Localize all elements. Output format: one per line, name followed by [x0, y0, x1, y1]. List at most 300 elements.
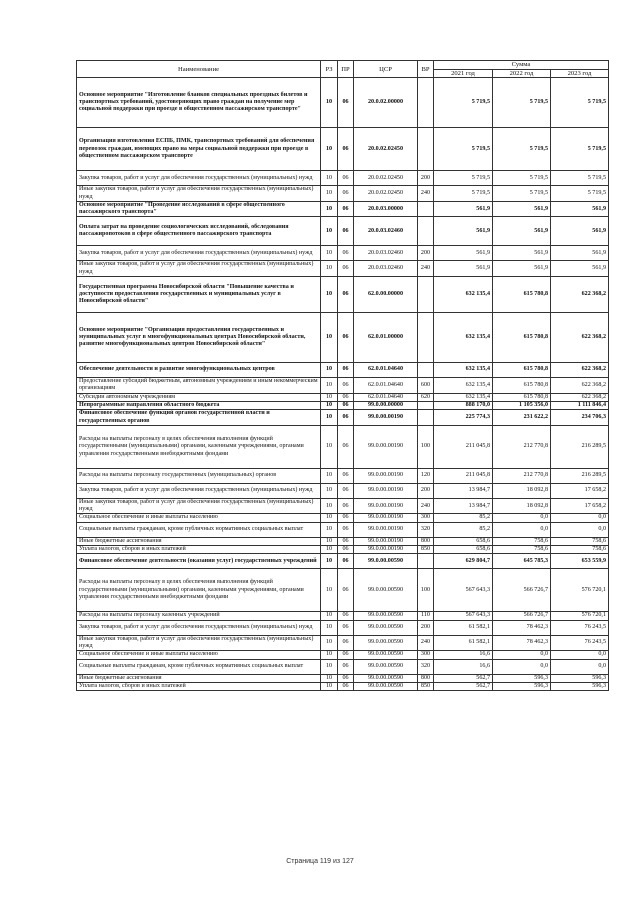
- cell-csr: 62.0.01.04640: [354, 378, 418, 394]
- table-row: [77, 514, 609, 522]
- cell-sum-2021: 632 135,4: [434, 313, 493, 363]
- cell-rz: 10: [321, 659, 338, 674]
- header-name: Наименование: [77, 61, 321, 78]
- cell-sum-2021: 5 719,5: [434, 171, 493, 186]
- cell-name: Основное мероприятие "Изготовление бланков специальных проездных билетов и транспортных требований, удостоверяющих право граждан на получение мер социальной поддержки при проезде в общественном пассажирском транспорте": [77, 78, 321, 128]
- cell-pr: 06: [338, 186, 354, 202]
- cell-sum-2023: 0,0: [551, 522, 609, 537]
- cell-name: Финансовое обеспечение деятельности (оказания услуг) государственных учреждений: [77, 554, 321, 569]
- cell-pr: 06: [338, 498, 354, 514]
- table-row: [77, 569, 609, 612]
- cell-name: Иные бюджетные ассигнования: [77, 674, 321, 682]
- cell-rz: 10: [321, 682, 338, 690]
- cell-csr: 99.0.00.00590: [354, 612, 418, 620]
- cell-vr: 800: [418, 537, 434, 545]
- cell-vr: 240: [418, 498, 434, 514]
- cell-rz: 10: [321, 554, 338, 569]
- table-row: [77, 201, 609, 217]
- table-row: [77, 217, 609, 246]
- cell-sum-2023: 76 243,5: [551, 620, 609, 635]
- cell-csr: 20.0.03.02460: [354, 217, 418, 246]
- cell-name: Социальные выплаты гражданам, кроме публичных нормативных социальных выплат: [77, 659, 321, 674]
- table-row: [77, 277, 609, 313]
- cell-sum-2023: 0,0: [551, 659, 609, 674]
- cell-sum-2022: 645 785,3: [493, 554, 551, 569]
- cell-sum-2022: 18 092,8: [493, 498, 551, 514]
- cell-vr: 240: [418, 261, 434, 277]
- cell-csr: 99.0.00.00590: [354, 620, 418, 635]
- cell-vr: [418, 363, 434, 378]
- cell-sum-2022: 566 726,7: [493, 569, 551, 612]
- cell-sum-2023: 653 559,9: [551, 554, 609, 569]
- cell-sum-2022: 615 780,8: [493, 378, 551, 394]
- cell-pr: 06: [338, 537, 354, 545]
- cell-name: Социальное обеспечение и иные выплаты населению: [77, 514, 321, 522]
- cell-vr: 620: [418, 393, 434, 401]
- cell-rz: 10: [321, 246, 338, 261]
- cell-csr: 99.0.00.00590: [354, 682, 418, 690]
- cell-sum-2021: 561,9: [434, 246, 493, 261]
- cell-pr: 06: [338, 401, 354, 409]
- table-row: [77, 468, 609, 483]
- cell-name: Оплата затрат на проведение социологических исследований, обследования пассажиропотоков в сфере общественного пассажирского транспорта: [77, 217, 321, 246]
- cell-name: Иные закупки товаров, работ и услуг для обеспечения государственных (муниципальных) нужд: [77, 261, 321, 277]
- cell-sum-2022: 212 770,8: [493, 468, 551, 483]
- cell-sum-2023: 758,6: [551, 546, 609, 554]
- cell-sum-2021: 632 135,4: [434, 363, 493, 378]
- cell-sum-2023: 17 658,2: [551, 483, 609, 498]
- cell-vr: [418, 401, 434, 409]
- cell-csr: 99.0.00.00190: [354, 522, 418, 537]
- cell-pr: 06: [338, 363, 354, 378]
- cell-sum-2023: 622 368,2: [551, 313, 609, 363]
- cell-csr: 99.0.00.00590: [354, 651, 418, 659]
- cell-csr: 99.0.00.00190: [354, 410, 418, 426]
- cell-sum-2022: 758,6: [493, 537, 551, 545]
- cell-pr: 06: [338, 78, 354, 128]
- cell-csr: 20.0.02.00000: [354, 78, 418, 128]
- cell-vr: 100: [418, 569, 434, 612]
- cell-sum-2023: 0,0: [551, 514, 609, 522]
- cell-rz: 10: [321, 483, 338, 498]
- cell-vr: [418, 78, 434, 128]
- header-year-2023: 2023 год: [551, 70, 609, 78]
- cell-sum-2023: 622 368,2: [551, 277, 609, 313]
- cell-sum-2023: 561,9: [551, 261, 609, 277]
- cell-rz: 10: [321, 410, 338, 426]
- cell-rz: 10: [321, 277, 338, 313]
- cell-sum-2022: 5 719,5: [493, 78, 551, 128]
- cell-name: Основное мероприятие "Организация предоставления государственных и муниципальных услуг в многофункциональных центрах Новосибирской области, развитие многофункциональных центров Новосибирской области": [77, 313, 321, 363]
- cell-pr: 06: [338, 522, 354, 537]
- cell-rz: 10: [321, 498, 338, 514]
- cell-pr: 06: [338, 468, 354, 483]
- cell-name: Социальные выплаты гражданам, кроме публичных нормативных социальных выплат: [77, 522, 321, 537]
- cell-sum-2021: 632 135,4: [434, 277, 493, 313]
- cell-vr: 300: [418, 514, 434, 522]
- cell-sum-2023: 216 289,5: [551, 468, 609, 483]
- cell-sum-2022: 0,0: [493, 659, 551, 674]
- table-header: [77, 61, 609, 78]
- cell-vr: [418, 217, 434, 246]
- cell-pr: 06: [338, 277, 354, 313]
- cell-sum-2021: 13 984,7: [434, 483, 493, 498]
- table-row: [77, 682, 609, 690]
- cell-sum-2021: 5 719,5: [434, 186, 493, 202]
- cell-sum-2021: 16,6: [434, 659, 493, 674]
- cell-pr: 06: [338, 246, 354, 261]
- cell-sum-2022: 1 105 356,0: [493, 401, 551, 409]
- cell-name: Предоставление субсидий бюджетным, автономным учреждениям и иным некоммерческим организациям: [77, 378, 321, 394]
- table-row: [77, 612, 609, 620]
- cell-sum-2022: 566 726,7: [493, 612, 551, 620]
- cell-pr: 06: [338, 682, 354, 690]
- cell-csr: 62.0.01.00000: [354, 313, 418, 363]
- cell-sum-2022: 615 780,8: [493, 363, 551, 378]
- cell-csr: 99.0.00.00590: [354, 554, 418, 569]
- cell-pr: 06: [338, 128, 354, 171]
- header-year-2021: 2021 год: [434, 70, 493, 78]
- cell-csr: 20.0.03.00000: [354, 201, 418, 217]
- cell-pr: 06: [338, 674, 354, 682]
- cell-vr: 110: [418, 612, 434, 620]
- cell-csr: 99.0.00.00190: [354, 425, 418, 468]
- cell-pr: 06: [338, 201, 354, 217]
- cell-sum-2023: 622 368,2: [551, 378, 609, 394]
- cell-pr: 06: [338, 410, 354, 426]
- cell-csr: 99.0.00.00190: [354, 514, 418, 522]
- table-row: [77, 128, 609, 171]
- cell-name: Непрограммные направления областного бюджета: [77, 401, 321, 409]
- cell-name: Уплата налогов, сборов и иных платежей: [77, 682, 321, 690]
- table-row: [77, 546, 609, 554]
- budget-table: [76, 60, 609, 691]
- cell-csr: 20.0.02.02450: [354, 171, 418, 186]
- cell-vr: [418, 128, 434, 171]
- cell-sum-2022: 0,0: [493, 514, 551, 522]
- cell-sum-2021: 211 045,8: [434, 468, 493, 483]
- cell-rz: 10: [321, 201, 338, 217]
- cell-name: Иные закупки товаров, работ и услуг для обеспечения государственных (муниципальных) нужд: [77, 186, 321, 202]
- cell-sum-2021: 632 135,4: [434, 378, 493, 394]
- cell-name: Субсидии автономным учреждениям: [77, 393, 321, 401]
- cell-sum-2023: 596,3: [551, 682, 609, 690]
- cell-vr: 800: [418, 674, 434, 682]
- cell-vr: 320: [418, 659, 434, 674]
- cell-name: Социальное обеспечение и иные выплаты населению: [77, 651, 321, 659]
- cell-rz: 10: [321, 186, 338, 202]
- cell-sum-2021: 61 582,1: [434, 620, 493, 635]
- cell-sum-2022: 561,9: [493, 217, 551, 246]
- cell-csr: 99.0.00.00590: [354, 659, 418, 674]
- cell-pr: 06: [338, 569, 354, 612]
- cell-sum-2022: 0,0: [493, 651, 551, 659]
- cell-sum-2022: 561,9: [493, 201, 551, 217]
- header-pr: ПР: [338, 61, 354, 78]
- cell-sum-2021: 562,7: [434, 674, 493, 682]
- cell-name: Иные закупки товаров, работ и услуг для обеспечения государственных (муниципальных) нужд: [77, 635, 321, 651]
- cell-name: Обеспечение деятельности и развитие многофункциональных центров: [77, 363, 321, 378]
- cell-sum-2023: 234 706,3: [551, 410, 609, 426]
- header-rz: РЗ: [321, 61, 338, 78]
- cell-vr: 850: [418, 546, 434, 554]
- cell-pr: 06: [338, 554, 354, 569]
- cell-csr: 20.0.03.02460: [354, 246, 418, 261]
- cell-sum-2022: 561,9: [493, 261, 551, 277]
- cell-rz: 10: [321, 635, 338, 651]
- cell-vr: 120: [418, 468, 434, 483]
- cell-name: Расходы на выплаты персоналу в целях обеспечения выполнения функций государственными (муниципальными) органами, казенными учреждениями, органами управления государственными внебюджетными фондами: [77, 425, 321, 468]
- table-row: [77, 363, 609, 378]
- cell-vr: 850: [418, 682, 434, 690]
- cell-sum-2023: 561,9: [551, 217, 609, 246]
- cell-rz: 10: [321, 171, 338, 186]
- cell-sum-2022: 596,3: [493, 682, 551, 690]
- cell-sum-2022: 561,9: [493, 246, 551, 261]
- table-row: [77, 483, 609, 498]
- cell-rz: 10: [321, 651, 338, 659]
- header-vr: ВР: [418, 61, 434, 78]
- table-row: [77, 171, 609, 186]
- cell-pr: 06: [338, 635, 354, 651]
- cell-sum-2023: 561,9: [551, 201, 609, 217]
- table-row: [77, 651, 609, 659]
- cell-sum-2023: 622 368,2: [551, 393, 609, 401]
- cell-sum-2022: 18 092,8: [493, 483, 551, 498]
- cell-rz: 10: [321, 261, 338, 277]
- cell-sum-2021: 629 804,7: [434, 554, 493, 569]
- table-row: [77, 635, 609, 651]
- table-row: [77, 393, 609, 401]
- cell-sum-2022: 78 462,3: [493, 620, 551, 635]
- cell-sum-2023: 622 368,2: [551, 363, 609, 378]
- cell-csr: 62.0.01.04640: [354, 393, 418, 401]
- cell-pr: 06: [338, 659, 354, 674]
- cell-sum-2022: 615 780,8: [493, 313, 551, 363]
- cell-csr: 20.0.02.02450: [354, 186, 418, 202]
- cell-sum-2023: 0,0: [551, 651, 609, 659]
- cell-sum-2021: 85,2: [434, 522, 493, 537]
- cell-rz: 10: [321, 546, 338, 554]
- cell-sum-2021: 13 984,7: [434, 498, 493, 514]
- cell-csr: 99.0.00.00190: [354, 468, 418, 483]
- cell-sum-2022: 596,3: [493, 674, 551, 682]
- page-number: Страница 119 из 127: [286, 858, 354, 865]
- table-row: [77, 401, 609, 409]
- cell-sum-2021: 16,6: [434, 651, 493, 659]
- cell-rz: 10: [321, 313, 338, 363]
- cell-vr: [418, 554, 434, 569]
- cell-name: Закупка товаров, работ и услуг для обеспечения государственных (муниципальных) нужд: [77, 246, 321, 261]
- cell-sum-2022: 0,0: [493, 522, 551, 537]
- cell-name: Основное мероприятие "Проведение исследований в сфере общественного пассажирского транспорта": [77, 201, 321, 217]
- table-row: [77, 246, 609, 261]
- cell-vr: 240: [418, 635, 434, 651]
- cell-sum-2021: 225 774,3: [434, 410, 493, 426]
- cell-sum-2021: 5 719,5: [434, 78, 493, 128]
- cell-sum-2022: 758,6: [493, 546, 551, 554]
- cell-sum-2023: 5 719,5: [551, 171, 609, 186]
- cell-rz: 10: [321, 78, 338, 128]
- cell-sum-2022: 5 719,5: [493, 128, 551, 171]
- cell-sum-2023: 576 720,1: [551, 569, 609, 612]
- cell-sum-2023: 5 719,5: [551, 78, 609, 128]
- cell-pr: 06: [338, 217, 354, 246]
- header-sum: Сумма: [434, 61, 609, 70]
- cell-sum-2023: 596,3: [551, 674, 609, 682]
- cell-pr: 06: [338, 313, 354, 363]
- cell-sum-2021: 61 582,1: [434, 635, 493, 651]
- cell-vr: 240: [418, 186, 434, 202]
- table-row: [77, 261, 609, 277]
- cell-vr: 600: [418, 378, 434, 394]
- cell-rz: 10: [321, 537, 338, 545]
- cell-name: Уплата налогов, сборов и иных платежей: [77, 546, 321, 554]
- cell-pr: 06: [338, 612, 354, 620]
- cell-pr: 06: [338, 620, 354, 635]
- table-body: [77, 78, 609, 691]
- cell-name: Государственная программа Новосибирской области "Повышение качества и доступности предоставления государственных и муниципальных услуг в Новосибирской области": [77, 277, 321, 313]
- cell-csr: 99.0.00.00000: [354, 401, 418, 409]
- cell-sum-2022: 212 770,8: [493, 425, 551, 468]
- cell-rz: 10: [321, 514, 338, 522]
- cell-vr: [418, 277, 434, 313]
- cell-rz: 10: [321, 378, 338, 394]
- cell-sum-2021: 85,2: [434, 514, 493, 522]
- cell-pr: 06: [338, 651, 354, 659]
- cell-name: Иные бюджетные ассигнования: [77, 537, 321, 545]
- cell-rz: 10: [321, 425, 338, 468]
- cell-csr: 99.0.00.00590: [354, 674, 418, 682]
- cell-pr: 06: [338, 393, 354, 401]
- cell-sum-2023: 17 658,2: [551, 498, 609, 514]
- cell-name: Закупка товаров, работ и услуг для обеспечения государственных (муниципальных) нужд: [77, 483, 321, 498]
- cell-vr: 200: [418, 171, 434, 186]
- table-row: [77, 674, 609, 682]
- cell-name: Расходы на выплаты персоналу государственных (муниципальных) органов: [77, 468, 321, 483]
- cell-pr: 06: [338, 514, 354, 522]
- cell-sum-2021: 5 719,5: [434, 128, 493, 171]
- table-row: [77, 425, 609, 468]
- cell-sum-2021: 562,7: [434, 682, 493, 690]
- cell-sum-2022: 231 622,2: [493, 410, 551, 426]
- cell-csr: 99.0.00.00590: [354, 569, 418, 612]
- cell-sum-2021: 567 643,3: [434, 612, 493, 620]
- header-csr: ЦСР: [354, 61, 418, 78]
- cell-csr: 20.0.02.02450: [354, 128, 418, 171]
- cell-sum-2021: 561,9: [434, 217, 493, 246]
- table-row: [77, 522, 609, 537]
- cell-rz: 10: [321, 128, 338, 171]
- cell-pr: 06: [338, 425, 354, 468]
- cell-sum-2022: 5 719,5: [493, 171, 551, 186]
- cell-rz: 10: [321, 620, 338, 635]
- header-year-2022: 2022 год: [493, 70, 551, 78]
- table-row: [77, 378, 609, 394]
- cell-pr: 06: [338, 171, 354, 186]
- cell-sum-2021: 888 170,0: [434, 401, 493, 409]
- table-row: [77, 554, 609, 569]
- table-row: [77, 620, 609, 635]
- cell-name: Иные закупки товаров, работ и услуг для обеспечения государственных (муниципальных) нужд: [77, 498, 321, 514]
- cell-sum-2021: 658,6: [434, 546, 493, 554]
- cell-sum-2023: 76 243,5: [551, 635, 609, 651]
- cell-sum-2023: 576 720,1: [551, 612, 609, 620]
- cell-sum-2022: 615 780,8: [493, 393, 551, 401]
- cell-csr: 99.0.00.00190: [354, 537, 418, 545]
- cell-rz: 10: [321, 674, 338, 682]
- cell-rz: 10: [321, 612, 338, 620]
- cell-name: Закупка товаров, работ и услуг для обеспечения государственных (муниципальных) нужд: [77, 171, 321, 186]
- cell-vr: [418, 410, 434, 426]
- cell-sum-2021: 561,9: [434, 261, 493, 277]
- cell-csr: 99.0.00.00190: [354, 498, 418, 514]
- cell-name: Расходы на выплаты персоналу казенных учреждений: [77, 612, 321, 620]
- table-row: [77, 659, 609, 674]
- cell-sum-2021: 632 135,4: [434, 393, 493, 401]
- cell-csr: 62.0.01.04640: [354, 363, 418, 378]
- cell-sum-2023: 561,9: [551, 246, 609, 261]
- cell-sum-2022: 78 462,3: [493, 635, 551, 651]
- cell-vr: 300: [418, 651, 434, 659]
- cell-csr: 99.0.00.00190: [354, 483, 418, 498]
- cell-sum-2022: 615 780,8: [493, 277, 551, 313]
- cell-vr: 200: [418, 483, 434, 498]
- cell-csr: 62.0.00.00000: [354, 277, 418, 313]
- cell-rz: 10: [321, 522, 338, 537]
- cell-vr: [418, 201, 434, 217]
- cell-csr: 20.0.03.02460: [354, 261, 418, 277]
- cell-vr: [418, 313, 434, 363]
- cell-pr: 06: [338, 261, 354, 277]
- cell-csr: 99.0.00.00190: [354, 546, 418, 554]
- table-row: [77, 410, 609, 426]
- cell-rz: 10: [321, 363, 338, 378]
- cell-pr: 06: [338, 483, 354, 498]
- cell-pr: 06: [338, 378, 354, 394]
- table-row: [77, 498, 609, 514]
- cell-vr: 100: [418, 425, 434, 468]
- cell-sum-2023: 216 289,5: [551, 425, 609, 468]
- table-row: [77, 537, 609, 545]
- cell-name: Финансовое обеспечение функций органов государственной власти и государственных органов: [77, 410, 321, 426]
- cell-sum-2023: 758,6: [551, 537, 609, 545]
- cell-sum-2022: 5 719,5: [493, 186, 551, 202]
- cell-rz: 10: [321, 217, 338, 246]
- cell-vr: 200: [418, 620, 434, 635]
- table-row: [77, 186, 609, 202]
- cell-sum-2023: 1 111 846,4: [551, 401, 609, 409]
- cell-sum-2021: 561,9: [434, 201, 493, 217]
- cell-sum-2023: 5 719,5: [551, 186, 609, 202]
- cell-rz: 10: [321, 468, 338, 483]
- cell-sum-2023: 5 719,5: [551, 128, 609, 171]
- cell-pr: 06: [338, 546, 354, 554]
- cell-vr: 320: [418, 522, 434, 537]
- table-row: [77, 78, 609, 128]
- table-row: [77, 313, 609, 363]
- cell-rz: 10: [321, 393, 338, 401]
- cell-name: Расходы на выплаты персоналу в целях обеспечения выполнения функций государственными (муниципальными) органами, казенными учреждениями, органами управления государственными внебюджетными фондами: [77, 569, 321, 612]
- cell-rz: 10: [321, 569, 338, 612]
- cell-name: Закупка товаров, работ и услуг для обеспечения государственных (муниципальных) нужд: [77, 620, 321, 635]
- cell-rz: 10: [321, 401, 338, 409]
- cell-sum-2021: 567 643,3: [434, 569, 493, 612]
- cell-vr: 200: [418, 246, 434, 261]
- cell-sum-2021: 658,6: [434, 537, 493, 545]
- cell-csr: 99.0.00.00590: [354, 635, 418, 651]
- cell-sum-2021: 211 045,8: [434, 425, 493, 468]
